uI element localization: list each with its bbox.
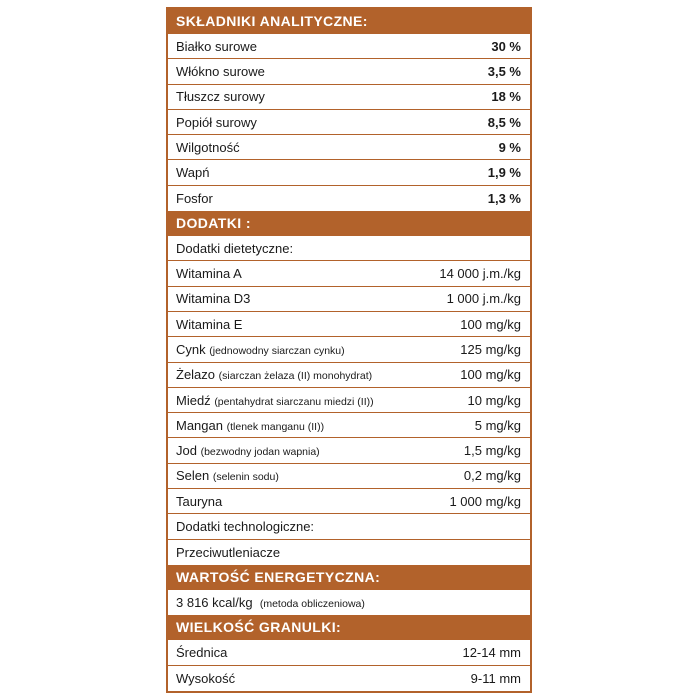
additive-note: (selenin sodu) [212,471,279,484]
row-label [176,494,222,509]
row-value: 14 000 j.m./kg [439,266,521,282]
row-label: Popiół surowy [176,114,257,130]
row-label [176,418,324,433]
additive-note: (jednowodny siarczan cynku) [209,344,345,357]
additive-name: Miedź [176,392,211,408]
row-label [176,393,374,408]
row-value: 1,9 % [487,165,521,181]
row-value: 18 % [491,89,521,105]
table-row [168,34,530,59]
row-value: 30 % [491,38,521,54]
additive-name: Mangan [176,417,223,433]
additive-note: (pentahydrat siarczanu miedzi (II)) [214,395,374,408]
row-value: 12-14 mm [462,644,521,660]
row-value: 1,3 % [487,190,521,206]
row-label [176,342,345,357]
subheading-label: Dodatki technologiczne: [176,518,315,534]
additive-name: Witamina A [176,266,242,282]
additive-name: Żelazo [176,367,216,383]
additive-note: (siarczan żelaza (II) monohydrat) [218,370,373,383]
additive-name: Cynk [176,341,206,357]
energy-value: 3 816 kcal/kg [176,595,253,611]
row-label: Przeciwutleniacze [176,544,281,560]
row-value: 1 000 j.m./kg [446,291,521,307]
row-label: Tłuszcz surowy [176,89,265,105]
table-row [168,160,530,185]
additive-name: Witamina D3 [176,291,251,307]
additive-name: Jod [176,443,197,459]
table-row [168,261,530,286]
row-label: Fosfor [176,190,213,206]
table-row [168,110,530,135]
table-row [168,59,530,84]
additive-note: (bezwodny jodan wapnia) [200,446,320,459]
additive-name: Witamina E [176,316,243,332]
row-label: Średnica [176,644,228,660]
row-label [176,266,242,281]
row-label [176,468,279,483]
table-row [168,413,530,438]
table-row [168,186,530,211]
table-row [168,388,530,413]
row-value: 3,5 % [487,63,521,79]
row-label [176,291,250,306]
additive-name: Tauryna [176,493,223,509]
row-label: Wapń [176,165,210,181]
energy-note: (metoda obliczeniowa) [259,598,365,611]
row-value: 100 mg/kg [460,316,521,332]
table-row [168,438,530,463]
row-value: 1,5 mg/kg [463,443,521,459]
table-row [168,540,530,565]
additive-name: Selen [176,468,210,484]
row-value: 9-11 mm [470,670,521,686]
row-label [176,367,372,382]
row-label [176,317,242,332]
table-row [168,464,530,489]
table-row [168,337,530,362]
dietetic-subheading [168,236,530,261]
table-row [168,489,530,514]
row-label: Włókno surowe [176,63,265,79]
row-label: Wilgotność [176,139,240,155]
additives-header: DODATKI : [168,211,530,236]
table-row [168,640,530,665]
technological-subheading [168,514,530,539]
nutrition-table [166,7,532,693]
granule-header: WIELKOŚĆ GRANULKI: [168,615,530,640]
row-value: 0,2 mg/kg [463,468,521,484]
row-value: 10 mg/kg [467,392,521,408]
row-value: 1 000 mg/kg [449,493,521,509]
row-value: 100 mg/kg [460,367,521,383]
energy-header: WARTOŚĆ ENERGETYCZNA: [168,565,530,590]
additive-note: (tlenek manganu (II)) [226,420,325,433]
table-row [168,363,530,388]
row-label: Wysokość [176,670,236,686]
analytical-header: SKŁADNIKI ANALITYCZNE: [168,9,530,34]
row-value: 5 mg/kg [474,417,521,433]
table-row [168,85,530,110]
row-label [176,443,320,458]
row-value: 125 mg/kg [460,341,521,357]
table-row [168,666,530,691]
row-label: Białko surowe [176,38,257,54]
subheading-label: Dodatki dietetyczne: [176,240,294,256]
table-row [168,287,530,312]
row-value: 9 % [498,139,521,155]
table-row [168,312,530,337]
energy-row [168,590,530,615]
row-label [176,595,365,610]
table-row [168,135,530,160]
row-value: 8,5 % [487,114,521,130]
